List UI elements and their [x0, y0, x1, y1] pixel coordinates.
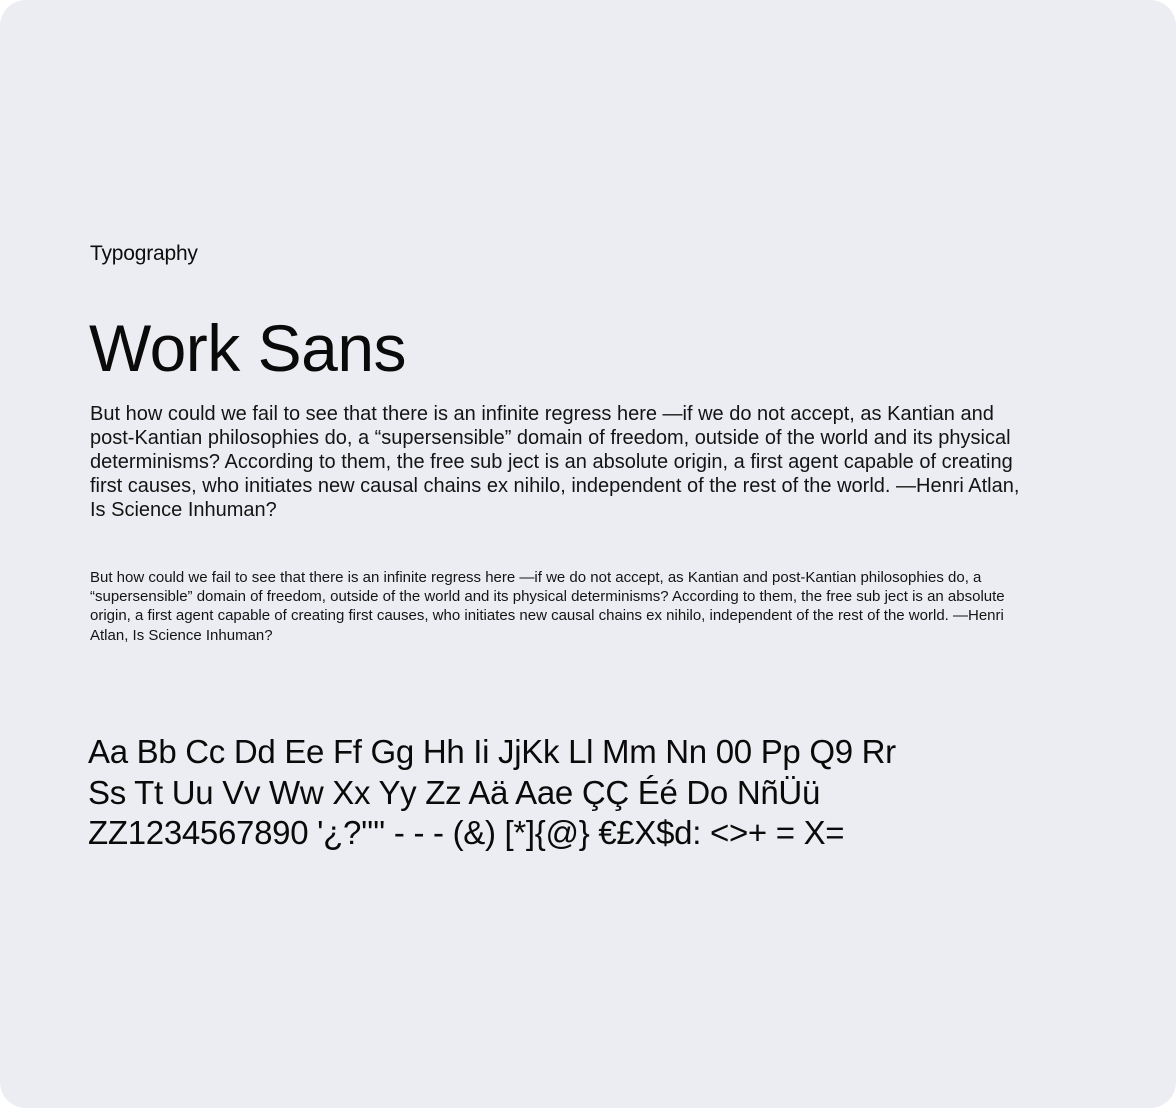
- glyph-line-1: Aa Bb Cc Dd Ee Ff Gg Hh Ii JjKk Ll Mm Nn 00 Pp Q9 Rr: [88, 733, 896, 770]
- font-name-heading: Work Sans: [89, 311, 407, 385]
- glyph-specimen: [88, 732, 1088, 854]
- glyph-line-2: Ss Tt Uu Vv Ww Xx Yy Zz Aä Aae ÇÇ Éé Do NñÜü: [88, 773, 821, 811]
- sample-paragraph-small: But how could we fail to see that there is an infinite regress here —if we do not accept, as Kantian and post-Kantian philosophies do, a “supersensible” domain of freedom, outside of the world and its physical determinisms? According to them, the free sub ject is an absolute origin, a first agent capable of creating first causes, who initiates new causal chains ex nihilo, independent of the rest of the world. —Henri Atlan, Is Science Inhuman?: [90, 569, 1005, 644]
- glyph-line-3: ZZ1234567890 '¿?'''' - - - (&) [*]{@} €£X$d: <>+ = X=: [88, 814, 845, 851]
- sample-paragraph-large: But how could we fail to see that there is an infinite regress here —if we do not accept, as Kantian and post-Kantian philosophies do, a “supersensible” domain of freedom, outside of the world and its physical determinisms? According to them, the free sub ject is an absolute origin, a first agent capable of creating first causes, who initiates new causal chains ex nihilo, independent of the rest of the world. —Henri Atlan, Is Science Inhuman?: [90, 403, 1020, 521]
- section-label: Typography: [90, 242, 198, 265]
